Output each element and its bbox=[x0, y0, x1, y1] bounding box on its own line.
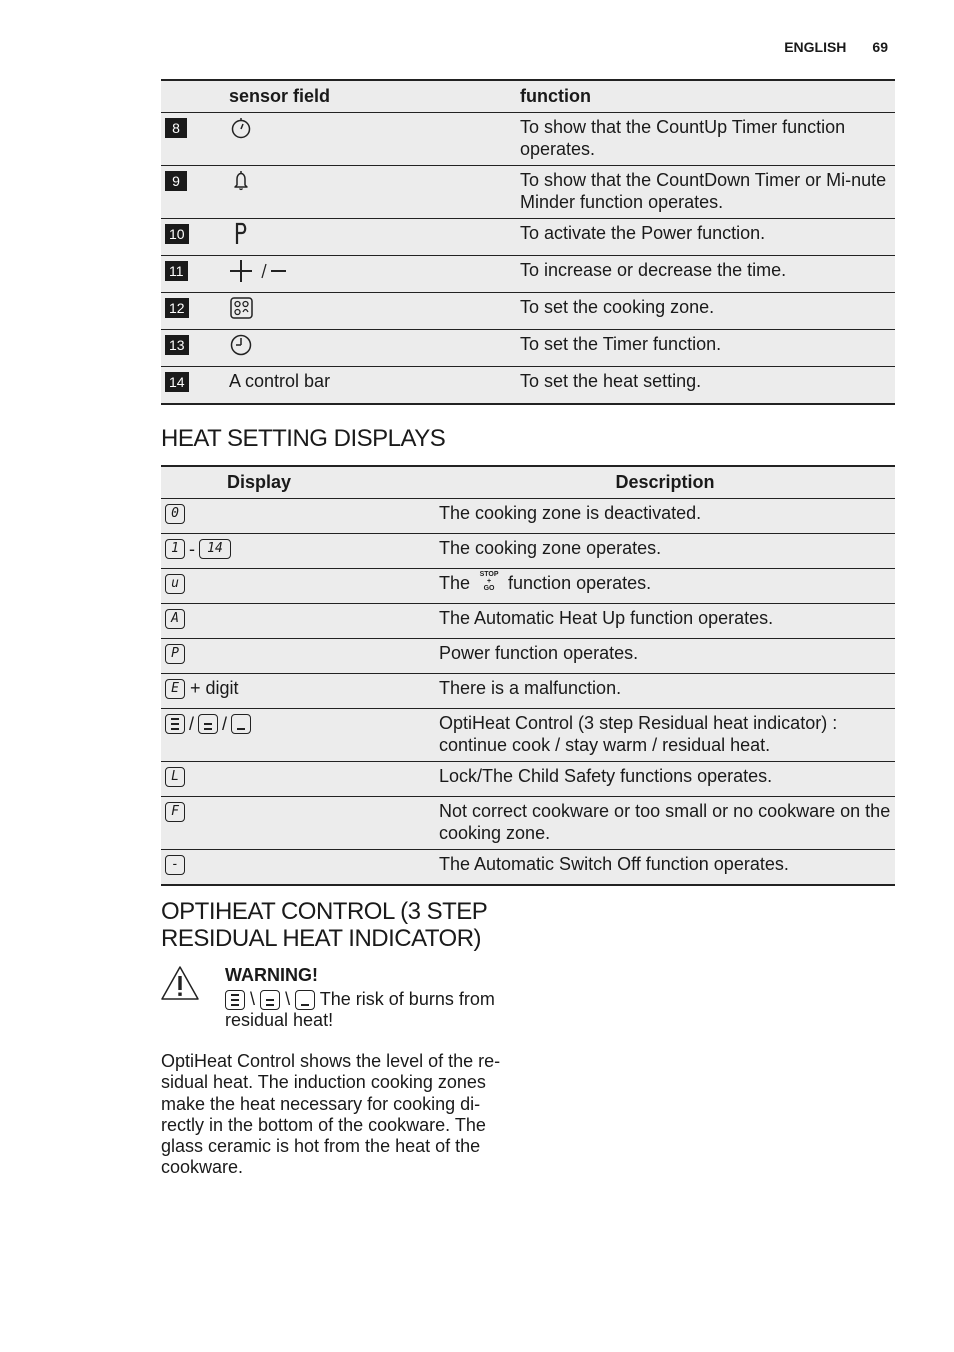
display-suffix: + digit bbox=[190, 678, 239, 698]
function-text: To show that the CountUp Timer function operates. bbox=[516, 113, 895, 166]
separator: / bbox=[222, 714, 228, 735]
residual-two-bars-icon bbox=[198, 714, 218, 734]
table-row bbox=[161, 639, 895, 674]
description-text: Not correct cookware or too small or no cookware on the cooking zone. bbox=[435, 797, 895, 850]
col-header-sensor: sensor field bbox=[225, 80, 516, 113]
plus-minus-icon bbox=[229, 259, 289, 283]
table-row bbox=[161, 113, 895, 166]
table-row bbox=[161, 219, 895, 256]
function-text: To set the Timer function. bbox=[516, 330, 895, 367]
residual-one-bar-icon bbox=[295, 990, 315, 1010]
residual-three-bars-icon bbox=[225, 990, 245, 1010]
heat-setting-table bbox=[161, 465, 895, 886]
separator: / bbox=[189, 714, 195, 735]
display-symbol: 0 bbox=[165, 504, 185, 524]
table-row bbox=[161, 293, 895, 330]
stopwatch-icon bbox=[229, 116, 255, 140]
cooking-zone-icon bbox=[229, 296, 255, 320]
body-paragraph: OptiHeat Control shows the level of the re-sidual heat. The induction cooking zones make the heat necessary for cooking di-rectly in the bottom of the cookware. The glass ceramic is hot from the heat of the cookware. bbox=[161, 1051, 501, 1178]
row-number: 8 bbox=[165, 118, 187, 138]
table-header-row bbox=[161, 80, 895, 113]
col-header-function: function bbox=[516, 80, 895, 113]
clock-icon bbox=[229, 333, 255, 357]
page-header bbox=[758, 39, 888, 55]
display-symbol: 14 bbox=[199, 539, 231, 559]
row-number: 9 bbox=[165, 171, 187, 191]
table-row bbox=[161, 709, 895, 762]
warning-triangle-icon bbox=[160, 965, 200, 1001]
table-row bbox=[161, 604, 895, 639]
table-row bbox=[161, 850, 895, 886]
table-row bbox=[161, 166, 895, 219]
function-text: To set the cooking zone. bbox=[516, 293, 895, 330]
description-text: The cooking zone is deactivated. bbox=[435, 499, 895, 534]
separator: \ bbox=[250, 989, 256, 1009]
display-symbol: P bbox=[165, 644, 185, 664]
function-text: To increase or decrease the time. bbox=[516, 256, 895, 293]
bell-icon bbox=[229, 169, 255, 193]
function-text: To activate the Power function. bbox=[516, 219, 895, 256]
section-title: OPTIHEAT CONTROL (3 STEP RESIDUAL HEAT INDICATOR) bbox=[161, 898, 487, 952]
display-symbol: A bbox=[165, 609, 185, 629]
row-number: 11 bbox=[165, 261, 188, 281]
description-prefix: The bbox=[439, 573, 471, 593]
warning-body bbox=[225, 989, 525, 1031]
display-symbol: - bbox=[165, 855, 185, 875]
page-number: 69 bbox=[872, 39, 888, 55]
header-language: ENGLISH bbox=[784, 39, 847, 55]
power-p-icon bbox=[229, 222, 255, 246]
table-row bbox=[161, 330, 895, 367]
row-number: 10 bbox=[165, 224, 189, 244]
display-symbol: L bbox=[165, 767, 185, 787]
display-symbol: 1 bbox=[165, 539, 185, 559]
table-row bbox=[161, 256, 895, 293]
section-title: HEAT SETTING DISPLAYS bbox=[161, 425, 446, 452]
sensor-field-table bbox=[161, 79, 895, 405]
description-text: OptiHeat Control (3 step Residual heat indicator) : continue cook / stay warm / residual heat. bbox=[435, 709, 895, 762]
table-row bbox=[161, 499, 895, 534]
display-symbol: E bbox=[165, 679, 185, 699]
description-text: The Automatic Switch Off function operates. bbox=[435, 850, 895, 886]
col-header-display: Display bbox=[161, 466, 435, 499]
table-row bbox=[161, 569, 895, 604]
function-text: To show that the CountDown Timer or Mi-nute Minder function operates. bbox=[516, 166, 895, 219]
warning-text: The risk of burns from residual heat! bbox=[225, 989, 495, 1031]
residual-one-bar-icon bbox=[231, 714, 251, 734]
col-header-description: Description bbox=[435, 466, 895, 499]
description-text: Power function operates. bbox=[435, 639, 895, 674]
table-row bbox=[161, 674, 895, 709]
description-text: There is a malfunction. bbox=[435, 674, 895, 709]
table-row bbox=[161, 534, 895, 569]
description-text: The Automatic Heat Up function operates. bbox=[435, 604, 895, 639]
sensor-text: A control bar bbox=[225, 367, 516, 405]
stop-go-icon: STOP + GO bbox=[479, 570, 499, 592]
table-row bbox=[161, 797, 895, 850]
residual-three-bars-icon bbox=[165, 714, 185, 734]
table-header-row bbox=[161, 466, 895, 499]
display-symbol: F bbox=[165, 802, 185, 822]
description-text: The cooking zone operates. bbox=[435, 534, 895, 569]
row-number: 14 bbox=[165, 372, 189, 392]
display-symbol: u bbox=[165, 574, 185, 594]
row-number: 13 bbox=[165, 335, 189, 355]
function-text: To set the heat setting. bbox=[516, 367, 895, 405]
warning-title: WARNING! bbox=[225, 965, 318, 985]
description-text: function operates. bbox=[508, 573, 652, 593]
description-text: Lock/The Child Safety functions operates. bbox=[435, 762, 895, 797]
row-number: 12 bbox=[165, 298, 189, 318]
separator: \ bbox=[285, 989, 291, 1009]
separator: - bbox=[189, 539, 195, 560]
residual-two-bars-icon bbox=[260, 990, 280, 1010]
table-row bbox=[161, 762, 895, 797]
table-row bbox=[161, 367, 895, 405]
